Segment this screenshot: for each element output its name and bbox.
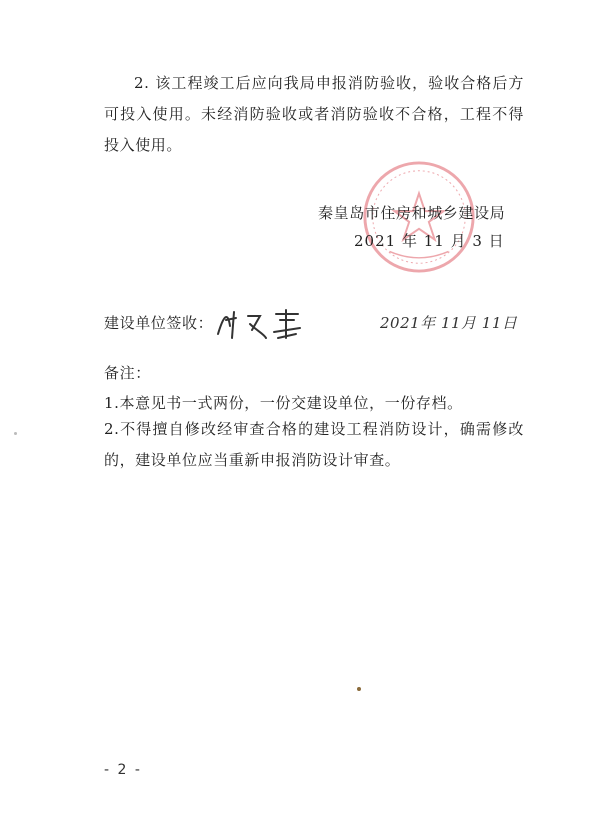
handwritten-signature xyxy=(214,304,310,344)
clause-2 xyxy=(104,68,524,161)
note-item: 1.本意见书一式两份，一份交建设单位，一份存档。 xyxy=(104,394,463,412)
clause-2-text: 该工程竣工后应向我局申报消防验收，验收合格后方可投入使用。未经消防验收或者消防验收不合格，工程不得投入使用。 xyxy=(104,74,524,154)
receipt-date xyxy=(380,312,517,333)
page-number: - 2 - xyxy=(104,762,142,778)
clause-2-number: 2. xyxy=(134,74,150,92)
signature-label: 建设单位签收： xyxy=(104,314,214,332)
issue-date: 2021 年 11 月 3 日 xyxy=(354,232,505,250)
scan-speck xyxy=(14,432,17,435)
issuing-agency: 秦皇岛市住房和城乡建设局 xyxy=(318,204,506,222)
notes-title: 备注： xyxy=(104,364,151,382)
scan-speck xyxy=(357,687,361,691)
signature-row xyxy=(104,310,524,340)
note-item: 2.不得擅自修改经审查合格的建设工程消防设计，确需修改的，建设单位应当重新申报消防设计审查。 xyxy=(104,420,524,469)
receipt-date-text: 2021年 11月 11日 xyxy=(380,314,518,332)
